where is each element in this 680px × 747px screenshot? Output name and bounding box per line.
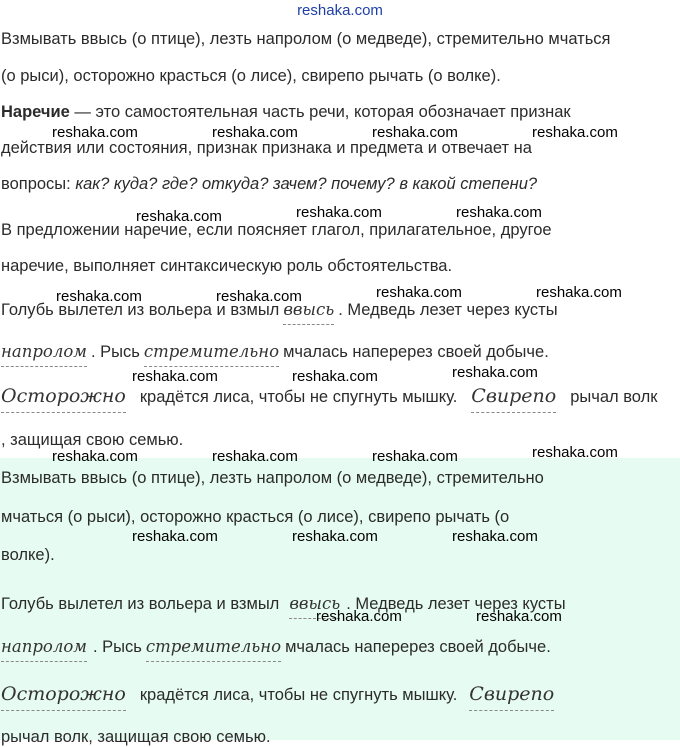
adverb-handwritten: Свирепо	[471, 385, 557, 407]
answer-line-3: волке).	[1, 546, 55, 564]
task-line-2: (о рыси), осторожно красться (о лисе), свирепо рычать (о волке).	[1, 67, 501, 85]
example-text: . Рысь	[90, 343, 140, 361]
adverb-handwritten: напролом	[1, 342, 87, 361]
definition-line-1	[1, 103, 571, 122]
watermark: reshaka.com	[216, 288, 302, 305]
example-text: крадётся лиса, чтобы не спугнуть мышку.	[139, 388, 458, 406]
syntax-line-1: В предложении наречие, если поясняет глагол, прилагательное, другое	[1, 221, 552, 239]
questions-list: как? куда? где? откуда? зачем? почему? в какой степени?	[75, 175, 538, 193]
definition-line-3	[1, 175, 537, 194]
adverb-handwritten: стремительно	[143, 342, 280, 361]
watermark: reshaka.com	[52, 124, 138, 141]
example-text: мчалась наперерез своей добыче.	[285, 638, 551, 656]
example-text: мчалась наперерез своей добыче.	[283, 343, 549, 361]
watermark: reshaka.com	[532, 444, 618, 461]
adverb-handwritten: ввысь	[283, 300, 335, 319]
watermark: reshaka.com	[52, 448, 138, 465]
adverb-handwritten: стремительно	[145, 637, 282, 656]
example-text: Голубь вылетел из вольера и взмыл	[1, 595, 280, 613]
questions-prefix: вопросы:	[1, 175, 76, 193]
watermark: reshaka.com	[132, 368, 218, 385]
watermark: reshaka.com	[452, 528, 538, 545]
definition-line-2: действия или состояния, признак признака и предмета и отвечает на	[1, 139, 532, 157]
example-text: . Медведь лезет через кусты	[338, 301, 558, 319]
watermark: reshaka.com	[376, 284, 462, 301]
watermark: reshaka.com	[452, 364, 538, 381]
example-text: крадётся лиса, чтобы не спугнуть мышку.	[139, 686, 458, 704]
syntax-line-2: наречие, выполняет синтаксическую роль обстоятельства.	[1, 257, 453, 275]
watermark: reshaka.com	[56, 288, 142, 305]
adverb-handwritten: напролом	[1, 637, 87, 656]
definition-term: Наречие	[1, 103, 70, 121]
watermark: reshaka.com	[316, 608, 402, 625]
watermark: reshaka.com	[456, 204, 542, 221]
task-line-1: Взмывать ввысь (о птице), лезть напролом (о медведе), стремительно мчаться	[1, 30, 611, 48]
watermark: reshaka.com	[212, 448, 298, 465]
example-text: . Рысь	[92, 638, 142, 656]
watermark: reshaka.com	[292, 368, 378, 385]
answer-line-2: мчаться (о рыси), осторожно красться (о лисе), свирепо рычать (о	[1, 508, 510, 526]
example-line-2	[1, 342, 549, 362]
watermark: reshaka.com	[296, 204, 382, 221]
answer-line-1: Взмывать ввысь (о птице), лезть напролом (о медведе), стремительно	[1, 469, 544, 487]
answer-example-3	[1, 683, 558, 705]
watermark: reshaka.com	[372, 448, 458, 465]
watermark: reshaka.com	[536, 284, 622, 301]
site-header[interactable]: reshaka.com	[297, 2, 383, 19]
answer-example-2	[1, 637, 551, 657]
example-text: . Медведь лезет через кусты	[346, 595, 566, 613]
watermark: reshaka.com	[476, 608, 562, 625]
answer-example-4: рычал волк, защищая свою семью.	[1, 728, 271, 746]
adverb-handwritten: Свирепо	[469, 683, 555, 705]
adverb-handwritten: Осторожно	[1, 385, 126, 407]
watermark: reshaka.com	[136, 208, 222, 225]
example-text: рычал волк	[570, 388, 658, 406]
watermark: reshaka.com	[212, 124, 298, 141]
example-line-4: , защищая свою семью.	[1, 431, 184, 449]
example-text: Голубь вылетел из вольера и взмыл	[1, 301, 280, 319]
example-line-3	[1, 385, 657, 407]
adverb-handwritten: Осторожно	[1, 683, 126, 705]
adverb-handwritten: ввысь	[289, 594, 341, 613]
watermark: reshaka.com	[132, 528, 218, 545]
definition-text: — это самостоятельная часть речи, которая обозначает признак	[69, 103, 571, 121]
watermark: reshaka.com	[292, 528, 378, 545]
watermark: reshaka.com	[532, 124, 618, 141]
watermark: reshaka.com	[372, 124, 458, 141]
